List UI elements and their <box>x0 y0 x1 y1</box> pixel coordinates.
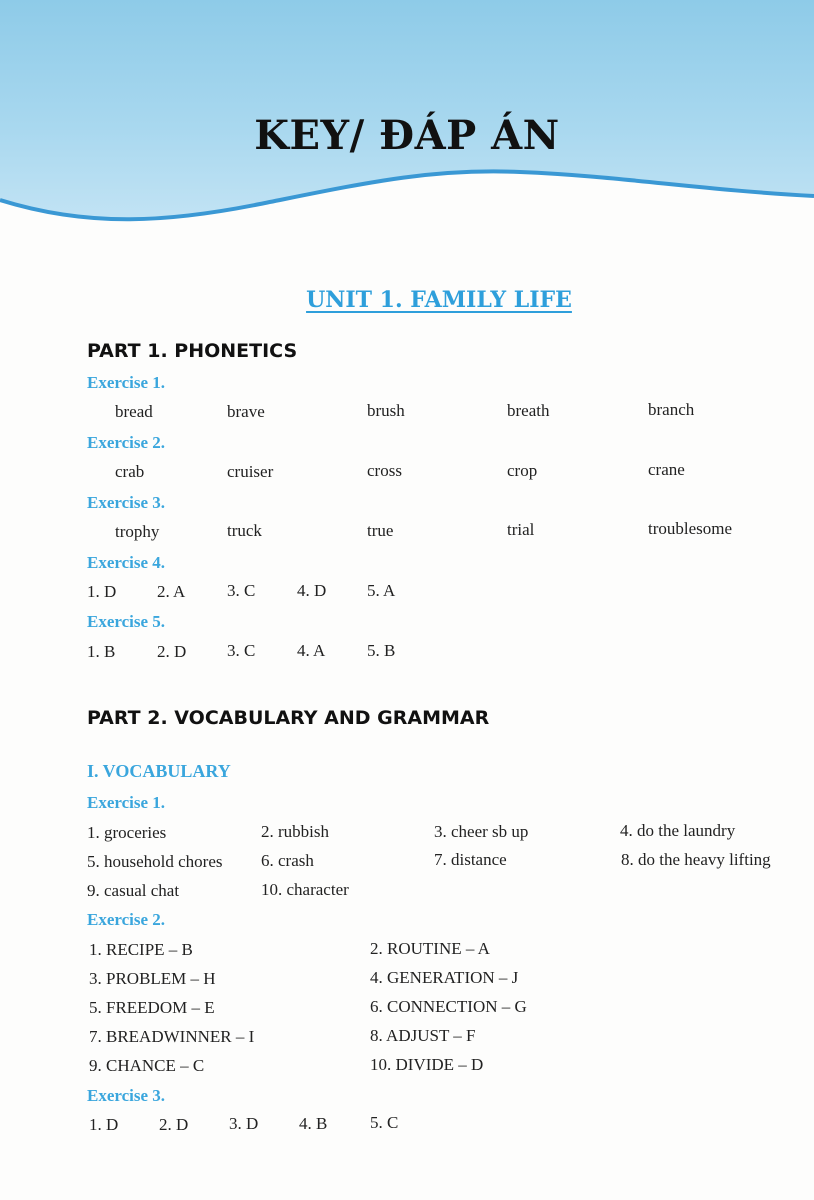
answer-word: crane <box>648 460 685 479</box>
answer-item: 3. C <box>227 641 256 660</box>
answer-word: crop <box>507 461 538 480</box>
answer-item: 3. C <box>227 581 256 600</box>
answer-item: 7. distance <box>434 850 507 869</box>
answer-item: 9. casual chat <box>87 881 180 900</box>
answer-item: 9. CHANCE – C <box>89 1056 205 1075</box>
answer-item: 5. C <box>370 1113 399 1132</box>
answer-item: 10. DIVIDE – D <box>370 1055 484 1074</box>
part2-ex1-label: Exercise 1. <box>87 793 166 812</box>
answer-item: 5. B <box>367 641 396 660</box>
answer-word: true <box>367 521 394 540</box>
answer-word: brave <box>227 402 265 421</box>
answer-item: 1. groceries <box>87 823 167 842</box>
answer-word: cruiser <box>227 462 274 481</box>
answer-item: 1. D <box>87 582 117 601</box>
answer-word: troublesome <box>648 519 733 538</box>
answer-item: 2. ROUTINE – A <box>370 939 490 958</box>
answer-item: 4. A <box>297 641 326 660</box>
part2-ex3-label: Exercise 3. <box>87 1086 166 1105</box>
answer-item: 5. household chores <box>87 852 223 871</box>
answer-item: 2. D <box>157 642 187 661</box>
answer-word: breath <box>507 401 550 420</box>
part1-ex3-label: Exercise 3. <box>87 493 166 512</box>
answer-item: 2. rubbish <box>261 822 329 841</box>
answer-item: 6. CONNECTION – G <box>370 997 527 1016</box>
answer-item: 1. D <box>89 1115 119 1134</box>
part2-heading: PART 2. VOCABULARY AND GRAMMAR <box>87 707 490 729</box>
answer-item: 5. FREEDOM – E <box>89 998 215 1017</box>
answer-word: branch <box>648 400 695 419</box>
answer-word: crab <box>115 462 145 481</box>
part1-ex5-label: Exercise 5. <box>87 612 166 631</box>
answer-word: trial <box>507 520 535 539</box>
answer-item: 5. A <box>367 581 396 600</box>
answer-item: 4. B <box>299 1114 328 1133</box>
answer-item: 1. RECIPE – B <box>89 940 193 959</box>
answer-word: trophy <box>115 522 160 541</box>
answer-item: 4. do the laundry <box>620 821 736 840</box>
answer-item: 1. B <box>87 642 116 661</box>
answer-item: 3. cheer sb up <box>434 822 529 841</box>
answer-word: brush <box>367 401 405 420</box>
part1-heading: PART 1. PHONETICS <box>87 340 298 362</box>
answer-item: 3. D <box>229 1114 259 1133</box>
answer-item: 8. do the heavy lifting <box>621 850 771 869</box>
answer-item: 3. PROBLEM – H <box>89 969 216 988</box>
part2-ex2-label: Exercise 2. <box>87 910 166 929</box>
part1-ex1-label: Exercise 1. <box>87 373 166 392</box>
part1-ex2-label: Exercise 2. <box>87 433 166 452</box>
answer-item: 7. BREADWINNER – I <box>89 1027 255 1046</box>
answer-item: 6. crash <box>261 851 314 870</box>
answer-word: cross <box>367 461 402 480</box>
unit-title: UNIT 1. FAMILY LIFE <box>306 287 572 313</box>
answer-word: truck <box>227 521 262 540</box>
answer-item: 8. ADJUST – F <box>370 1026 476 1045</box>
vocabulary-section-heading: I. VOCABULARY <box>87 761 231 781</box>
part1-ex4-label: Exercise 4. <box>87 553 166 572</box>
answer-item: 2. A <box>157 582 186 601</box>
answer-item: 4. GENERATION – J <box>370 968 519 987</box>
answer-word: bread <box>115 402 153 421</box>
answer-item: 4. D <box>297 581 327 600</box>
page-title: KEY/ ĐÁP ÁN <box>254 112 560 159</box>
answer-item: 10. character <box>261 880 349 899</box>
answer-item: 2. D <box>159 1115 189 1134</box>
